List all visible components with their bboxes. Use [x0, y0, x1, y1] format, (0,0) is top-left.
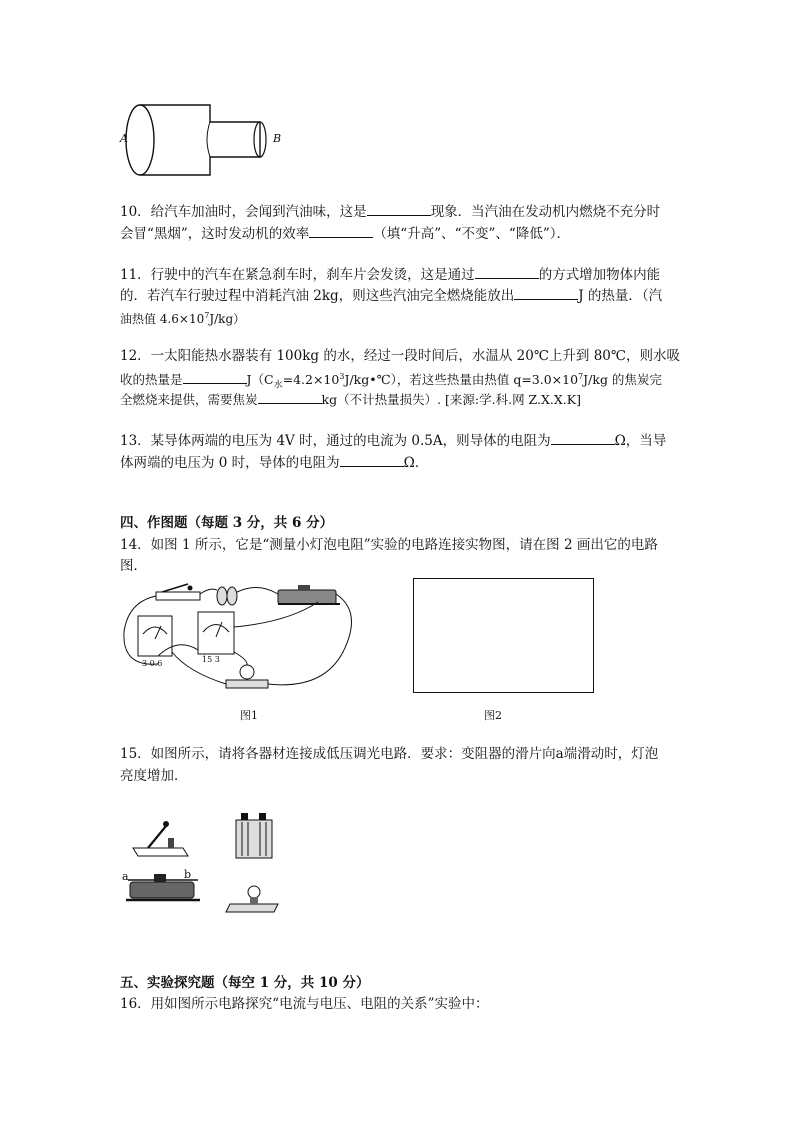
- q12-exponent: 3: [339, 372, 345, 381]
- q11-blank2[interactable]: [514, 285, 578, 300]
- q11-text: J/kg）: [209, 312, 246, 326]
- q12-exponent: 7: [578, 372, 584, 381]
- q11-text: 油热值 4.6×10: [120, 312, 205, 326]
- q13-text: Ω．: [403, 455, 429, 471]
- q12-blank1[interactable]: [183, 369, 247, 384]
- q11-line1: [120, 264, 660, 285]
- q12-text: kg（不计热量损失）. [来源:学.科.网 Z.X.X.K]: [321, 392, 581, 407]
- q11-text: 的．若汽车行驶过程中消耗汽油 2kg，则这些汽油完全燃烧能放出: [120, 288, 515, 304]
- circuit-figure-1: [118, 582, 358, 697]
- figure-2-drawing-box[interactable]: [413, 578, 594, 693]
- q10-line1: [120, 201, 660, 222]
- q14-text: 14．如图 1 所示，它是“测量小灯泡电阻”实验的电路连接实物图，请在图 2 画出它的电路: [120, 537, 658, 553]
- q12-line1: [120, 346, 680, 366]
- figure-1-caption: 图1: [240, 709, 258, 722]
- q10-text: 10．给汽车加油时，会闻到汽油味，这是: [120, 204, 367, 220]
- q13-line1: [120, 430, 666, 451]
- q12-text: J/kg 的焦炭完: [583, 372, 662, 388]
- ammeter-scale-label: 3 0.6: [142, 659, 163, 668]
- ammeter-icon: [138, 616, 172, 656]
- q10-blank2[interactable]: [309, 223, 373, 238]
- switch-icon: [133, 821, 188, 856]
- q10-text: 现象．当汽油在发动机内燃烧不充分时: [430, 204, 661, 220]
- q13-text: 13．某导体两端的电压为 4V 时，通过的电流为 0.5A，则导体的电阻为: [120, 433, 551, 449]
- q14-text: 图．: [120, 558, 147, 574]
- q11-text: 的方式增加物体内能: [538, 267, 661, 283]
- q12-text: =4.2×10: [282, 372, 340, 388]
- section-five-heading: 五、实验探究题（每空 1 分，共 10 分）: [120, 975, 370, 991]
- battery-icon: [217, 587, 237, 605]
- q11-line3: [120, 306, 245, 329]
- q12-text: 全燃烧来提供，需要焦炭: [120, 392, 258, 407]
- q12-text: J/kg•℃），若这些热量由热值 q=3.0×10: [344, 372, 579, 388]
- q15-text: 亮度增加．: [120, 768, 188, 784]
- q15-line1: [120, 744, 658, 764]
- q12-text: J（C: [246, 372, 274, 388]
- q10-line2: [120, 223, 570, 244]
- q12-text: 12．一太阳能热水器装有 100kg 的水，经过一段时间后，水温从 20℃上升到 80℃，则水吸: [120, 348, 680, 364]
- q10-text: 会冒“黑烟”，这时发动机的效率: [120, 226, 310, 242]
- voltmeter-icon: [198, 612, 234, 654]
- q16-line1: [120, 994, 488, 1014]
- q15-text: 15．如图所示，请将各器材连接成低压调光电路．要求：变阻器的滑片向a端滑动时，灯泡: [120, 746, 659, 762]
- q14-line2: [120, 556, 147, 576]
- bulb-icon: [226, 665, 268, 688]
- battery-icon: [236, 813, 272, 858]
- rheostat-label-a: a: [122, 870, 129, 883]
- q16-text: 16．用如图所示电路探究“电流与电压、电阻的关系”实验中：: [120, 996, 489, 1012]
- q12-line3: [120, 389, 581, 410]
- pipe-label-a: A: [120, 132, 128, 145]
- switch-icon: [156, 584, 200, 600]
- q15-line2: [120, 766, 188, 786]
- q11-exponent: 7: [204, 311, 210, 320]
- q13-line2: [120, 452, 428, 473]
- voltmeter-scale-label: 15 3: [202, 655, 220, 664]
- q11-text: J 的热量．（汽: [578, 288, 663, 304]
- q13-text: 体两端的电压为 0 时，导体的电阻为: [120, 455, 340, 471]
- rheostat-icon: [278, 585, 340, 604]
- q10-text: （填“升高”、“不变”、“降低”）．: [373, 226, 570, 242]
- pipe-label-b: B: [273, 132, 282, 145]
- q11-text: 11．行驶中的汽车在紧急刹车时，刹车片会发烫，这是通过: [120, 267, 475, 283]
- q10-blank1[interactable]: [367, 201, 431, 216]
- figure-2-caption: 图2: [484, 709, 502, 722]
- section-four-heading: 四、作图题（每题 3 分，共 6 分）: [120, 515, 334, 531]
- q13-blank2[interactable]: [340, 452, 404, 467]
- q13-blank1[interactable]: [551, 430, 615, 445]
- q12-blank2[interactable]: [258, 389, 322, 404]
- bulb-icon: [226, 886, 278, 912]
- q12-subscript: 水: [273, 380, 283, 391]
- q14-line1: [120, 535, 658, 555]
- q11-blank1[interactable]: [475, 264, 539, 279]
- q13-text: Ω，当导: [614, 433, 667, 449]
- pipe-figure: [115, 95, 295, 185]
- rheostat-label-b: b: [184, 868, 192, 881]
- q12-text: 收的热量是: [120, 372, 183, 388]
- q11-line2: [120, 285, 662, 306]
- equipment-figure: [118, 808, 298, 923]
